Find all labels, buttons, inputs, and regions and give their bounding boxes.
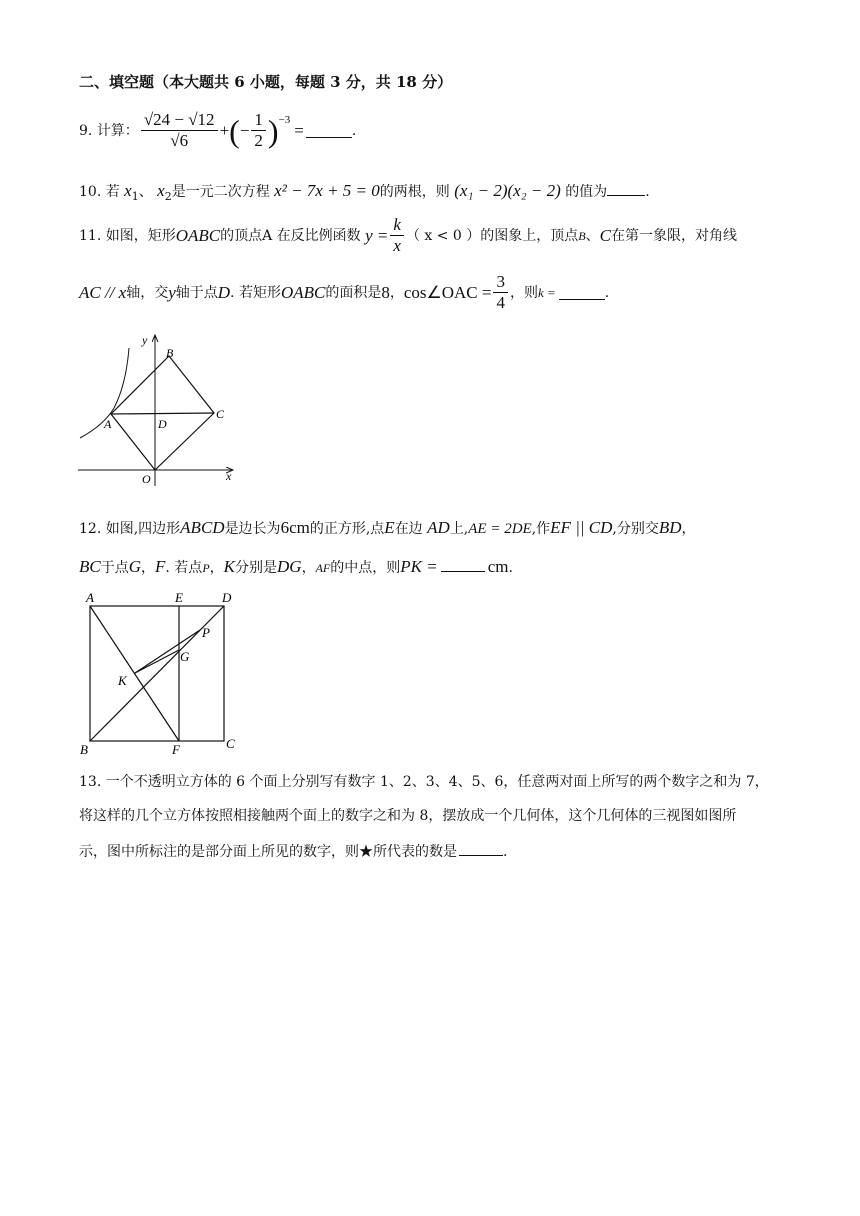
question-13-line-3: 示，图中所标注的是部分面上所见的数字，则★所代表的数是 . — [79, 841, 507, 862]
section-title: 二、填空题（本大题共 6 小题，每题 3 分，共 18 分） — [79, 73, 453, 91]
q11-cos-fraction: $\frac{3}{4}$ — [493, 272, 508, 313]
svg-text:O: O — [142, 472, 151, 486]
svg-text:F: F — [172, 742, 180, 757]
q10-equation: x² − 7x + 5 = 0 — [274, 181, 380, 200]
label-y: y — [142, 333, 148, 347]
q12-answer-blank — [441, 557, 485, 572]
question-12-line-2: BC于点G，F. 若点P，K分别是DG，AF的中点，则PK = cm. — [79, 557, 513, 576]
svg-text:D: D — [222, 590, 232, 605]
q9-fraction-denominator: √6 — [170, 131, 189, 150]
q9-fraction-numerator: √24 − √12 — [141, 110, 218, 131]
q12-figure — [78, 588, 248, 758]
question-13-line-2: 将这样的几个立方体按照相接触两个面上的数字之和为 8，摆放成一个几何体，这个几何体的三视图如图所 — [79, 808, 737, 824]
q13-answer-blank — [459, 841, 503, 856]
svg-text:B: B — [166, 346, 174, 360]
q9-number: 9. — [79, 122, 93, 139]
q9-exponent: −3 — [278, 114, 291, 126]
svg-text:C: C — [226, 736, 235, 751]
q9-main-fraction — [141, 110, 218, 151]
segment-kg — [135, 650, 179, 673]
svg-text:A: A — [86, 590, 94, 605]
svg-text:E: E — [175, 590, 183, 605]
q9-half-fraction: $\frac{1}{2}$ — [251, 110, 266, 151]
question-13-line-1: 13. 一个不透明立方体的 6 个面上分别写有数字 1、2、3、4、5、6，任意两对面上所写的两个数字之和为 7， — [79, 774, 769, 790]
question-10: 10. 若 $x_1$、 $x_2$是一元二次方程 x² − 7x + 5 = 0的两根，则 (x₁ − 2)(x₂ − 2) 的值为 . — [79, 181, 650, 203]
svg-text:B: B — [80, 742, 88, 757]
segment-pk-1 — [135, 630, 200, 673]
question-9: 9. 计算： $\frac{√24 - √12}{√6}$ + ( − $\frac{1}{2}$ ) −3 = . — [79, 110, 357, 150]
question-12-line-1: 12. 如图,四边形ABCD是边长为6cm的正方形,点E在边 AD上,AE = 2DE,作EF || CD,分别交BD， — [79, 518, 696, 537]
svg-text:P: P — [202, 625, 210, 640]
q9-answer-blank — [306, 123, 352, 138]
svg-text:G: G — [180, 649, 190, 664]
q11-answer-blank — [559, 285, 605, 300]
question-11-line-1: 11. 如图，矩形 OABC 的顶点A 在反比例函数 y = $\frac{k}{x}$ （ x < 0 ）的图象上，顶点 B 、 C 在第一象限，对角线 — [79, 215, 737, 255]
q9-label: 计算： — [96, 122, 139, 139]
q11-function-fraction: $\frac{k}{x}$ — [390, 215, 404, 256]
q10-answer-blank — [607, 181, 645, 196]
svg-text:x: x — [226, 469, 232, 483]
q10-expression: (x₁ − 2)(x₂ − 2) — [454, 181, 561, 200]
question-11-line-2: AC // x 轴，交 y 轴于点 D . 若矩形 OABC 的面积是 8 ， cos∠OAC = $\frac{3}{4}$ ，则 k = . — [79, 272, 610, 312]
segment-af — [90, 606, 179, 741]
svg-text:C: C — [216, 407, 225, 421]
svg-text:D: D — [158, 417, 167, 431]
svg-text:A: A — [104, 417, 112, 431]
q11-figure — [74, 330, 244, 490]
svg-text:K: K — [118, 673, 127, 688]
diagonal-ac — [111, 413, 214, 414]
